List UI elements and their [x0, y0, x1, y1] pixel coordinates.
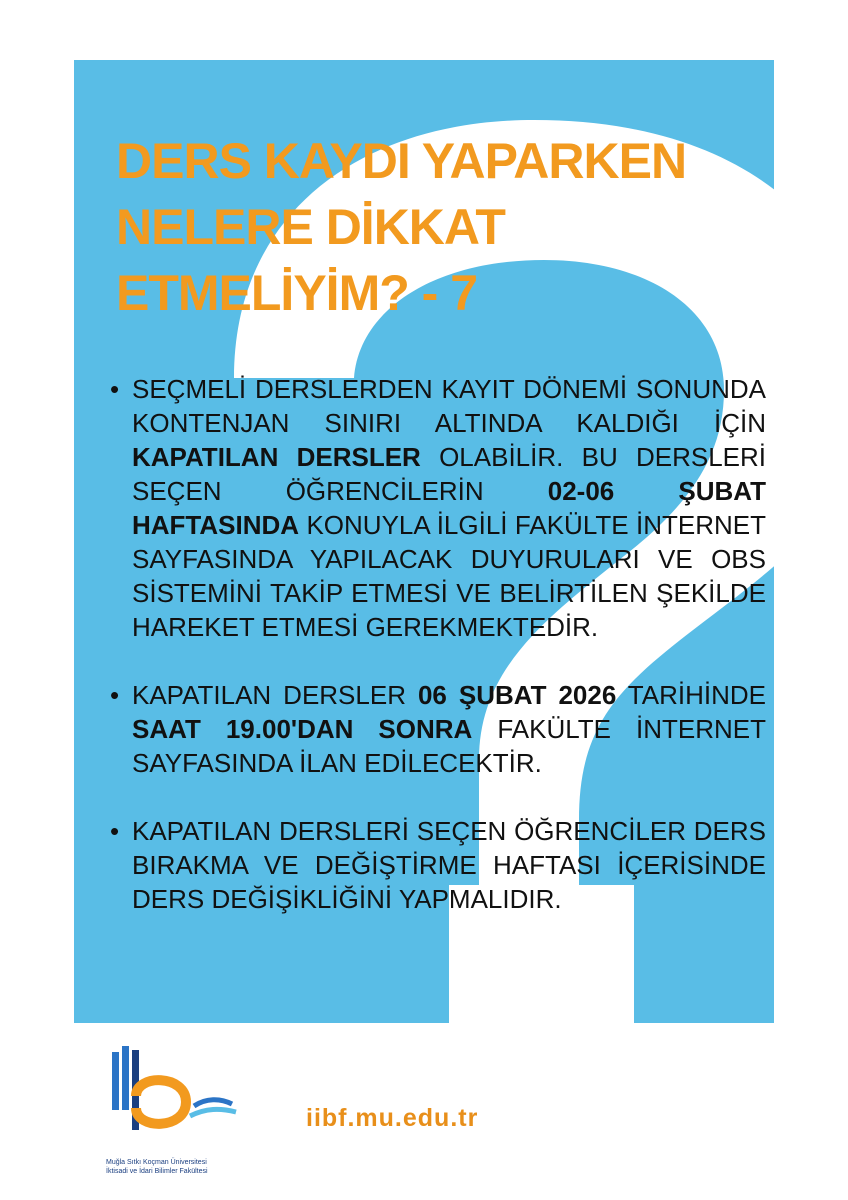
- bullet-text: OLABİLİR. BU DERSLERİ SEÇEN ÖĞRENCİLERİN: [132, 442, 767, 506]
- title-line-1: DERS KAYDI YAPARKEN: [116, 133, 687, 189]
- bullet-text: KONUYLA İLGİLİ FAKÜLTE İNTERNET SAYFASINDA YAPILACAK DUYURULARI VE OBS SİSTEMİNİ TAKİP ETMESİ VE BELİRTİLEN ŞEKİLDE HAREKET ETMESİ GEREKMEKTEDİR.: [132, 510, 766, 642]
- logo-caption-line-2: İktisadi ve İdari Bilimler Fakültesi: [106, 1168, 208, 1175]
- website-link[interactable]: iibf.mu.edu.tr: [306, 1104, 479, 1132]
- bullet-bold-text: 06 ŞUBAT 2026: [417, 680, 617, 710]
- info-list: [110, 372, 766, 916]
- bullet-bold-text: 02-06 ŞUBAT HAFTASINDA: [132, 476, 766, 540]
- bullet-text: KAPATILAN DERSLERİ SEÇEN ÖĞRENCİLER DERS BIRAKMA VE DEĞİŞTİRME HAFTASI İÇERİSİNDE DERS DEĞİŞİKLİĞİNİ YAPMALIDIR.: [132, 816, 766, 914]
- faculty-logo: [106, 1046, 246, 1186]
- bullet-dot: •: [110, 680, 120, 710]
- bullet-dot: •: [110, 816, 120, 846]
- list-item: [110, 814, 766, 916]
- bullet-bold-text: SAAT 19.00'DAN SONRA: [132, 714, 473, 744]
- bullet-bold-text: KAPATILAN DERSLER: [132, 442, 421, 472]
- bullet-text: TARİHİNDE: [616, 680, 766, 710]
- logo-caption-line-1: Muğla Sıtkı Koçman Üniversitesi: [106, 1159, 207, 1166]
- logo-caption: [106, 1158, 246, 1176]
- list-item: [110, 372, 766, 644]
- bullet-text: SEÇMELİ DERSLERDEN KAYIT DÖNEMİ SONUNDA KONTENJAN SINIRI ALTINDA KALDIĞI İÇİN: [132, 374, 766, 438]
- poster-title: [116, 128, 756, 326]
- bullet-dot: •: [110, 374, 120, 404]
- bullet-text: FAKÜLTE İNTERNET SAYFASINDA İLAN EDİLECEKTİR.: [132, 714, 766, 778]
- title-line-2: NELERE DİKKAT: [116, 199, 505, 255]
- bullet-text: KAPATILAN DERSLER: [132, 680, 418, 710]
- poster-panel: [74, 60, 774, 1023]
- iibf-logo: [106, 1046, 246, 1158]
- list-item: [110, 678, 766, 780]
- title-line-3: ETMELİYİM? - 7: [116, 265, 477, 321]
